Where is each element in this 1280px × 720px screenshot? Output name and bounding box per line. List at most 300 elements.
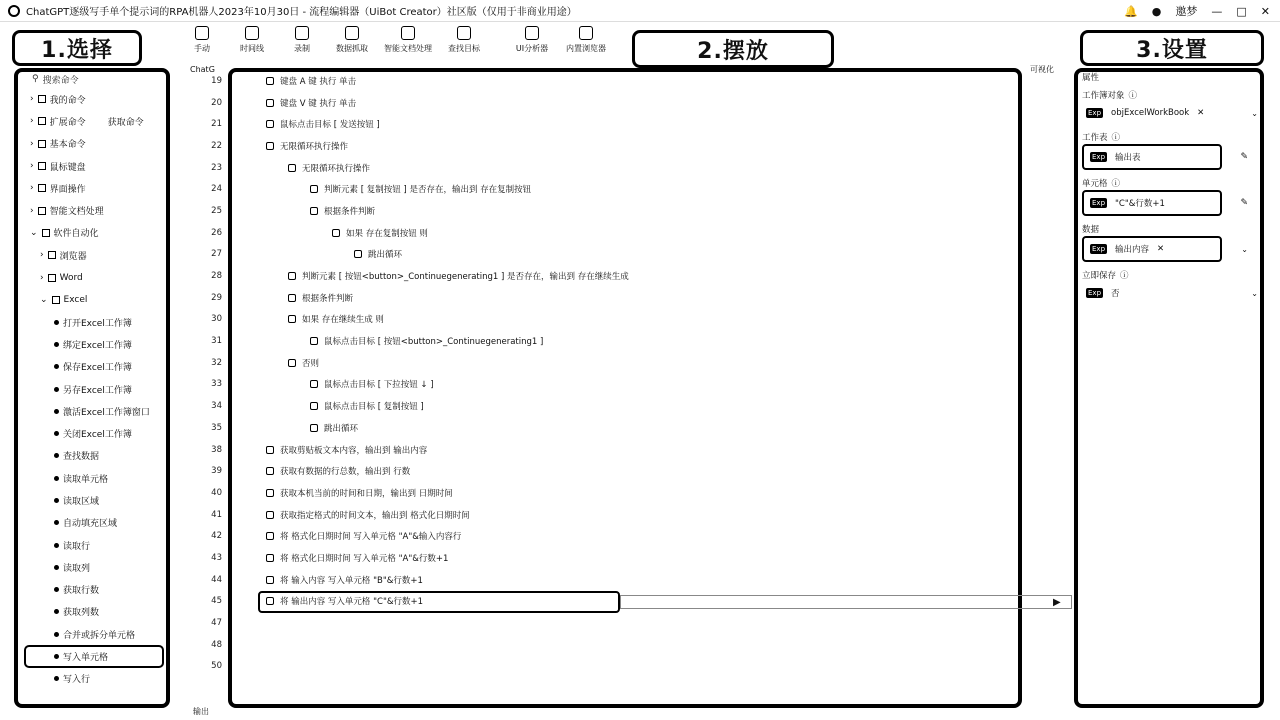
tree-item-write-cell[interactable] bbox=[24, 645, 164, 667]
line-text: 根据条件判断 bbox=[302, 293, 354, 304]
flow-line[interactable] bbox=[200, 135, 1060, 157]
folder-icon bbox=[38, 140, 46, 148]
tree-item[interactable] bbox=[24, 378, 164, 400]
line-content bbox=[266, 552, 448, 564]
line-content bbox=[310, 183, 531, 195]
toolbar-find-target[interactable] bbox=[442, 22, 486, 62]
folder-icon bbox=[42, 229, 50, 237]
line-text: 获取指定格式的时间文本，输出到 格式化日期时间 bbox=[280, 510, 470, 521]
bullet-icon bbox=[54, 587, 59, 592]
command-icon bbox=[310, 337, 318, 345]
tree-item[interactable] bbox=[24, 556, 164, 578]
line-text: 跳出循环 bbox=[368, 250, 403, 261]
line-text: 将 格式化日期时间 写入单元格 "A"&输入内容行 bbox=[280, 532, 462, 543]
window-title: ChatGPT逐级写手单个提示词的RPA机器人2023年10月30日 - 流程编辑器（UiBot Creator）社区版（仅用于非商业用途） bbox=[26, 7, 577, 18]
word-icon bbox=[48, 274, 56, 282]
breadcrumb[interactable]: ChatG bbox=[190, 65, 215, 74]
sheet-value: 输出表 bbox=[1115, 153, 1141, 163]
line-number: 44 bbox=[211, 574, 222, 585]
excel-icon bbox=[52, 296, 60, 304]
line-number: 23 bbox=[211, 162, 222, 173]
tree-item[interactable] bbox=[24, 88, 164, 110]
line-text: 将 格式化日期时间 写入单元格 "A"&行数+1 bbox=[280, 553, 449, 564]
line-content bbox=[266, 75, 356, 87]
flow-line[interactable] bbox=[200, 352, 1060, 374]
line-number: 40 bbox=[211, 487, 222, 498]
line-text: 判断元素 [ 复制按钮 ] 是否存在，输出到 存在复制按钮 bbox=[324, 185, 532, 196]
save-value: 否 bbox=[1111, 289, 1120, 299]
tree-item[interactable] bbox=[24, 534, 164, 556]
line-content bbox=[288, 292, 353, 304]
get-commands-link[interactable]: 获取命令 bbox=[107, 117, 144, 128]
command-icon bbox=[310, 402, 318, 410]
flow-line[interactable] bbox=[200, 374, 1060, 396]
save-label-text: 立即保存 bbox=[1082, 271, 1117, 281]
command-icon bbox=[266, 511, 274, 519]
expression-icon: Exp bbox=[1092, 199, 1106, 207]
command-icon bbox=[310, 185, 318, 193]
line-text: 鼠标点击目标 [ 按钮<button>_Continuegenerating1 ] bbox=[324, 337, 544, 348]
flow-line[interactable] bbox=[200, 569, 1060, 591]
line-content bbox=[266, 118, 380, 130]
tree-item[interactable] bbox=[24, 266, 164, 288]
line-number: 42 bbox=[211, 531, 222, 542]
toolbar-idp[interactable] bbox=[380, 22, 436, 62]
toolbar-record[interactable] bbox=[280, 22, 324, 62]
chevron-down-icon[interactable]: ⌄ bbox=[1251, 108, 1258, 118]
tree-item-label: 另存Excel工作簿 bbox=[63, 385, 132, 396]
line-number: 30 bbox=[211, 314, 222, 325]
target-icon bbox=[457, 26, 471, 40]
line-content bbox=[288, 313, 384, 325]
tree-item[interactable] bbox=[24, 289, 164, 311]
line-number: 38 bbox=[211, 444, 222, 455]
command-icon bbox=[354, 250, 362, 258]
workbook-label-text: 工作簿对象 bbox=[1082, 91, 1125, 101]
data-scrape-icon bbox=[345, 26, 359, 40]
tree-item[interactable] bbox=[24, 579, 164, 601]
user-name[interactable]: 邀梦 bbox=[1175, 5, 1198, 18]
toolbar-label: 录制 bbox=[294, 44, 310, 53]
command-icon bbox=[266, 99, 274, 107]
tree-item[interactable] bbox=[24, 489, 164, 511]
command-icon bbox=[266, 532, 274, 540]
line-text: 否则 bbox=[302, 358, 320, 369]
command-icon bbox=[266, 576, 274, 584]
command-icon bbox=[288, 294, 296, 302]
edit-icon[interactable]: ✎ bbox=[1240, 198, 1248, 208]
content-icon bbox=[579, 26, 593, 40]
flow-line[interactable] bbox=[200, 547, 1060, 569]
command-icon bbox=[332, 229, 340, 237]
flow-line[interactable] bbox=[200, 113, 1060, 135]
flow-lines bbox=[200, 70, 1060, 677]
expand-arrow-icon: › bbox=[30, 205, 34, 216]
line-number: 34 bbox=[211, 401, 222, 412]
line-number: 22 bbox=[211, 140, 222, 151]
expression-icon: Exp bbox=[1092, 245, 1106, 253]
tree-item[interactable] bbox=[24, 110, 164, 132]
toolbar-label: 智能文档处理 bbox=[384, 44, 432, 53]
line-number: 29 bbox=[211, 292, 222, 303]
line-number: 39 bbox=[211, 466, 222, 477]
line-number: 26 bbox=[211, 227, 222, 238]
command-icon bbox=[266, 489, 274, 497]
toolbar-browser[interactable] bbox=[564, 22, 608, 54]
cell-label-text: 单元格 bbox=[1082, 179, 1108, 189]
tree-item[interactable] bbox=[24, 333, 164, 355]
toolbar-secondary bbox=[510, 22, 608, 54]
command-icon bbox=[266, 77, 274, 85]
tree-item-label: 界面操作 bbox=[49, 184, 86, 195]
command-icon bbox=[288, 272, 296, 280]
flow-line[interactable] bbox=[200, 591, 1060, 613]
flow-line[interactable] bbox=[200, 439, 1060, 461]
line-content bbox=[310, 335, 543, 347]
flow-line[interactable] bbox=[200, 157, 1060, 179]
ui-analyzer-icon bbox=[525, 26, 539, 40]
callout-place: 2.摆放 bbox=[632, 30, 834, 68]
cell-value: "C"&行数+1 bbox=[1115, 199, 1165, 209]
folder-icon bbox=[38, 207, 46, 215]
folder-icon bbox=[38, 95, 46, 103]
close-icon[interactable]: ✕ bbox=[1260, 4, 1270, 18]
bullet-icon bbox=[54, 565, 59, 570]
data-label-text: 数据 bbox=[1082, 225, 1100, 235]
bullet-icon bbox=[54, 342, 59, 347]
command-icon bbox=[310, 207, 318, 215]
toolbar-label: 内置浏览器 bbox=[566, 44, 606, 53]
tree-item-label: 智能文档处理 bbox=[49, 207, 104, 218]
toolbar-label: UI分析器 bbox=[515, 44, 549, 53]
command-icon bbox=[310, 380, 318, 388]
flow-line[interactable] bbox=[200, 395, 1060, 417]
edit-icon[interactable]: ✎ bbox=[1240, 152, 1248, 162]
flow-line[interactable] bbox=[200, 656, 1060, 678]
workbook-value: objExcelWorkBook bbox=[1111, 108, 1190, 118]
expand-arrow-icon: › bbox=[30, 116, 34, 127]
search-icon: ⚲ bbox=[32, 74, 39, 84]
bullet-icon bbox=[54, 431, 59, 436]
bullet-icon bbox=[54, 453, 59, 458]
tree-item-label: 我的命令 bbox=[49, 95, 86, 106]
help-icon[interactable]: ⓘ bbox=[1120, 271, 1129, 281]
flow-line[interactable] bbox=[200, 460, 1060, 482]
line-text: 判断元素 [ 按钮<button>_Continuegenerating1 ] 是否存在，输出到 存在继续生成 bbox=[302, 272, 629, 283]
line-content bbox=[288, 357, 319, 369]
flow-line[interactable] bbox=[200, 309, 1060, 331]
toolbar-timeline[interactable] bbox=[230, 22, 274, 62]
toolbar-label: 数据抓取 bbox=[336, 44, 368, 53]
tree-item-label: Excel bbox=[63, 294, 88, 305]
line-text: 鼠标点击目标 [ 下拉按钮 ↓ ] bbox=[324, 380, 434, 391]
chevron-down-icon[interactable]: ⌄ bbox=[1251, 288, 1258, 298]
bullet-icon bbox=[54, 654, 59, 659]
help-icon[interactable]: ⓘ bbox=[1111, 133, 1121, 143]
help-icon[interactable]: ⓘ bbox=[1128, 91, 1138, 101]
remove-icon[interactable]: ✕ bbox=[1197, 108, 1205, 118]
line-content bbox=[332, 227, 428, 239]
bullet-icon bbox=[54, 476, 59, 481]
tree-item[interactable] bbox=[24, 133, 164, 155]
help-icon[interactable]: ⓘ bbox=[1111, 179, 1121, 189]
flow-line[interactable] bbox=[200, 200, 1060, 222]
maximize-icon[interactable]: □ bbox=[1236, 4, 1247, 18]
line-number: 31 bbox=[211, 336, 222, 347]
line-number: 48 bbox=[211, 639, 222, 650]
tree-item-label: 鼠标键盘 bbox=[49, 162, 86, 173]
sheet-label-text: 工作表 bbox=[1082, 133, 1108, 143]
visual-view-toggle[interactable]: 可视化 bbox=[1030, 65, 1054, 74]
line-content bbox=[310, 205, 375, 217]
line-number: 20 bbox=[211, 97, 222, 108]
bullet-icon bbox=[54, 387, 59, 392]
toolbar-ui-analyzer[interactable] bbox=[510, 22, 554, 54]
callout-settings: 3.设置 bbox=[1080, 30, 1264, 66]
line-content bbox=[266, 444, 427, 456]
tree-item-label: 浏览器 bbox=[59, 251, 87, 262]
expression-icon: Exp bbox=[1088, 109, 1102, 117]
expand-arrow-icon: › bbox=[40, 272, 44, 283]
tree-item[interactable] bbox=[24, 311, 164, 333]
tree-item[interactable] bbox=[24, 445, 164, 467]
line-text: 获取有数据的行总数，输出到 行数 bbox=[280, 467, 411, 478]
tree-item[interactable] bbox=[24, 512, 164, 534]
line-text: 将 输出内容 写入单元格 "C"&行数+1 bbox=[280, 597, 424, 608]
tree-item[interactable] bbox=[24, 155, 164, 177]
expression-icon: Exp bbox=[1088, 289, 1102, 297]
toolbar-label: 手动 bbox=[194, 44, 210, 53]
command-icon bbox=[288, 315, 296, 323]
folder-icon bbox=[38, 162, 46, 170]
tree-item[interactable] bbox=[24, 222, 164, 244]
property-form bbox=[1082, 70, 1258, 304]
flow-line[interactable] bbox=[200, 178, 1060, 200]
line-number: 21 bbox=[211, 119, 222, 130]
line-number: 50 bbox=[211, 661, 222, 672]
run-line-icon[interactable]: ▶ bbox=[1053, 597, 1061, 608]
save-label bbox=[1082, 268, 1258, 282]
line-text: 获取本机当前的时间和日期，输出到 日期时间 bbox=[280, 488, 453, 499]
play-icon bbox=[195, 26, 209, 40]
line-text: 如果 存在继续生成 则 bbox=[302, 315, 384, 326]
line-number: 25 bbox=[211, 205, 222, 216]
user-avatar-icon[interactable]: ● bbox=[1151, 4, 1162, 18]
save-field[interactable] bbox=[1082, 282, 1258, 304]
tree-item-label: 查找数据 bbox=[63, 452, 100, 463]
workbook-label bbox=[1082, 88, 1258, 102]
expression-icon: Exp bbox=[1092, 153, 1106, 161]
line-number: 47 bbox=[211, 618, 222, 629]
cell-label bbox=[1082, 176, 1258, 190]
tree-item-label: 基本命令 bbox=[49, 140, 86, 151]
tree-item[interactable] bbox=[24, 400, 164, 422]
flow-line[interactable] bbox=[200, 287, 1060, 309]
data-value: 输出内容 bbox=[1115, 245, 1150, 255]
bullet-icon bbox=[54, 543, 59, 548]
tree-item-label: 获取列数 bbox=[63, 608, 100, 619]
command-search[interactable] bbox=[32, 72, 156, 86]
line-text: 无限循环执行操作 bbox=[302, 163, 371, 174]
sheet-label bbox=[1082, 130, 1258, 144]
line-content bbox=[266, 487, 453, 499]
line-number: 43 bbox=[211, 552, 222, 563]
line-selection-bar bbox=[620, 595, 1072, 609]
line-number: 27 bbox=[211, 249, 222, 260]
command-tree bbox=[24, 70, 164, 710]
tree-item-label: 自动填充区域 bbox=[63, 519, 118, 530]
command-icon bbox=[288, 359, 296, 367]
line-content bbox=[266, 574, 423, 586]
flow-line[interactable] bbox=[200, 92, 1060, 114]
tree-item[interactable] bbox=[24, 601, 164, 623]
line-text: 鼠标点击目标 [ 复制按钮 ] bbox=[324, 402, 424, 413]
line-number: 24 bbox=[211, 184, 222, 195]
line-number: 33 bbox=[211, 379, 222, 390]
tree-item[interactable] bbox=[24, 356, 164, 378]
minimize-icon[interactable]: — bbox=[1211, 4, 1223, 18]
collapse-arrow-icon: ⌄ bbox=[30, 227, 38, 238]
flow-line[interactable] bbox=[200, 70, 1060, 92]
tree-item-label: 保存Excel工作簿 bbox=[63, 363, 132, 374]
callout-select: 1.选择 bbox=[12, 30, 142, 66]
line-number: 32 bbox=[211, 357, 222, 368]
tree-item[interactable] bbox=[24, 177, 164, 199]
tree-item[interactable] bbox=[24, 467, 164, 489]
command-icon bbox=[266, 467, 274, 475]
line-text: 鼠标点击目标 [ 发送按钮 ] bbox=[280, 120, 380, 131]
tree-item-label: 读取列 bbox=[63, 563, 91, 574]
line-text: 键盘 V 键 执行 单击 bbox=[280, 98, 357, 109]
tree-item-label: 绑定Excel工作簿 bbox=[63, 340, 132, 351]
flow-line[interactable] bbox=[200, 244, 1060, 266]
output-tab[interactable]: 输出 bbox=[193, 707, 209, 716]
tree-item[interactable] bbox=[24, 199, 164, 221]
expand-arrow-icon: › bbox=[30, 161, 34, 172]
bullet-icon bbox=[54, 320, 59, 325]
line-number: 41 bbox=[211, 509, 222, 520]
line-content bbox=[310, 400, 424, 412]
flow-line[interactable] bbox=[200, 330, 1060, 352]
flow-line[interactable] bbox=[200, 634, 1060, 656]
line-content bbox=[266, 530, 461, 542]
bullet-icon bbox=[54, 364, 59, 369]
titlebar-controls bbox=[1124, 3, 1270, 19]
command-icon bbox=[266, 597, 274, 605]
tree-item-label: 软件自动化 bbox=[53, 229, 99, 240]
command-icon bbox=[266, 120, 274, 128]
line-content bbox=[266, 97, 356, 109]
bullet-icon bbox=[54, 520, 59, 525]
line-text: 将 输入内容 写入单元格 "B"&行数+1 bbox=[280, 575, 423, 586]
tree-item[interactable] bbox=[24, 422, 164, 444]
command-icon bbox=[266, 446, 274, 454]
command-icon bbox=[266, 142, 274, 150]
tree-item-label: 写入行 bbox=[63, 675, 91, 686]
tree-item-label: 获取行数 bbox=[63, 586, 100, 597]
command-icon bbox=[266, 554, 274, 562]
tree-item-label: 读取区域 bbox=[63, 496, 100, 507]
line-content bbox=[310, 422, 358, 434]
line-text: 如果 存在复制按钮 则 bbox=[346, 228, 428, 239]
tree-item[interactable] bbox=[24, 244, 164, 266]
tree-item-label: 读取单元格 bbox=[63, 474, 109, 485]
tree-item[interactable] bbox=[24, 668, 164, 690]
cell-field[interactable] bbox=[1082, 190, 1248, 216]
flow-line[interactable] bbox=[200, 222, 1060, 244]
chevron-down-icon[interactable]: ⌄ bbox=[1241, 244, 1248, 254]
app-logo-icon bbox=[8, 5, 20, 17]
data-label bbox=[1082, 222, 1258, 236]
sheet-field[interactable] bbox=[1082, 144, 1248, 170]
expand-arrow-icon: › bbox=[30, 138, 34, 149]
command-icon bbox=[288, 164, 296, 172]
line-text: 根据条件判断 bbox=[324, 206, 376, 217]
workbook-field[interactable] bbox=[1082, 102, 1258, 124]
bullet-icon bbox=[54, 609, 59, 614]
line-number: 28 bbox=[211, 271, 222, 282]
remove-icon[interactable]: ✕ bbox=[1157, 244, 1165, 254]
line-text: 获取剪贴板文本内容，输出到 输出内容 bbox=[280, 445, 428, 456]
bullet-icon bbox=[54, 676, 59, 681]
tree-item-label: 读取行 bbox=[63, 541, 91, 552]
toolbar-data-scrape[interactable] bbox=[330, 22, 374, 62]
line-number: 35 bbox=[211, 422, 222, 433]
line-content bbox=[266, 465, 410, 477]
expand-arrow-icon: › bbox=[30, 183, 34, 194]
tree-item-label: Word bbox=[59, 272, 83, 283]
flow-line[interactable] bbox=[200, 525, 1060, 547]
expand-arrow-icon: › bbox=[40, 250, 44, 261]
title-bar bbox=[0, 0, 1280, 22]
tree-item-label: 关闭Excel工作簿 bbox=[63, 430, 132, 441]
flow-line[interactable] bbox=[200, 612, 1060, 634]
flow-line[interactable] bbox=[200, 417, 1060, 439]
line-content bbox=[266, 509, 470, 521]
flow-line[interactable] bbox=[200, 504, 1060, 526]
bullet-icon bbox=[54, 632, 59, 637]
data-field[interactable] bbox=[1082, 236, 1248, 262]
line-content bbox=[266, 595, 423, 607]
line-content bbox=[288, 162, 370, 174]
line-content bbox=[288, 270, 629, 282]
section-title: 属性 bbox=[1082, 73, 1100, 83]
flow-line[interactable] bbox=[200, 265, 1060, 287]
tree-item-label: 激活Excel工作簿窗口 bbox=[63, 407, 150, 418]
toolbar-label: 查找目标 bbox=[448, 44, 480, 53]
bell-icon[interactable]: 🔔 bbox=[1124, 4, 1138, 18]
clock-icon bbox=[245, 26, 259, 40]
doc-icon bbox=[401, 26, 415, 40]
line-content bbox=[266, 140, 348, 152]
line-number: 45 bbox=[211, 596, 222, 607]
line-text: 跳出循环 bbox=[324, 423, 359, 434]
tree-item-label: 写入单元格 bbox=[63, 653, 109, 664]
flow-line[interactable] bbox=[200, 482, 1060, 504]
line-content bbox=[310, 378, 434, 390]
tree-item-label: 合并或拆分单元格 bbox=[63, 630, 136, 641]
line-text: 无限循环执行操作 bbox=[280, 141, 349, 152]
search-placeholder: 搜索命令 bbox=[42, 75, 79, 86]
bullet-icon bbox=[54, 409, 59, 414]
bullet-icon bbox=[54, 498, 59, 503]
folder-icon bbox=[38, 184, 46, 192]
toolbar-manual[interactable] bbox=[180, 22, 224, 62]
tree-item[interactable] bbox=[24, 623, 164, 645]
tree-item-label: 打开Excel工作簿 bbox=[63, 318, 132, 329]
line-number: 19 bbox=[211, 75, 222, 86]
folder-icon bbox=[38, 117, 46, 125]
